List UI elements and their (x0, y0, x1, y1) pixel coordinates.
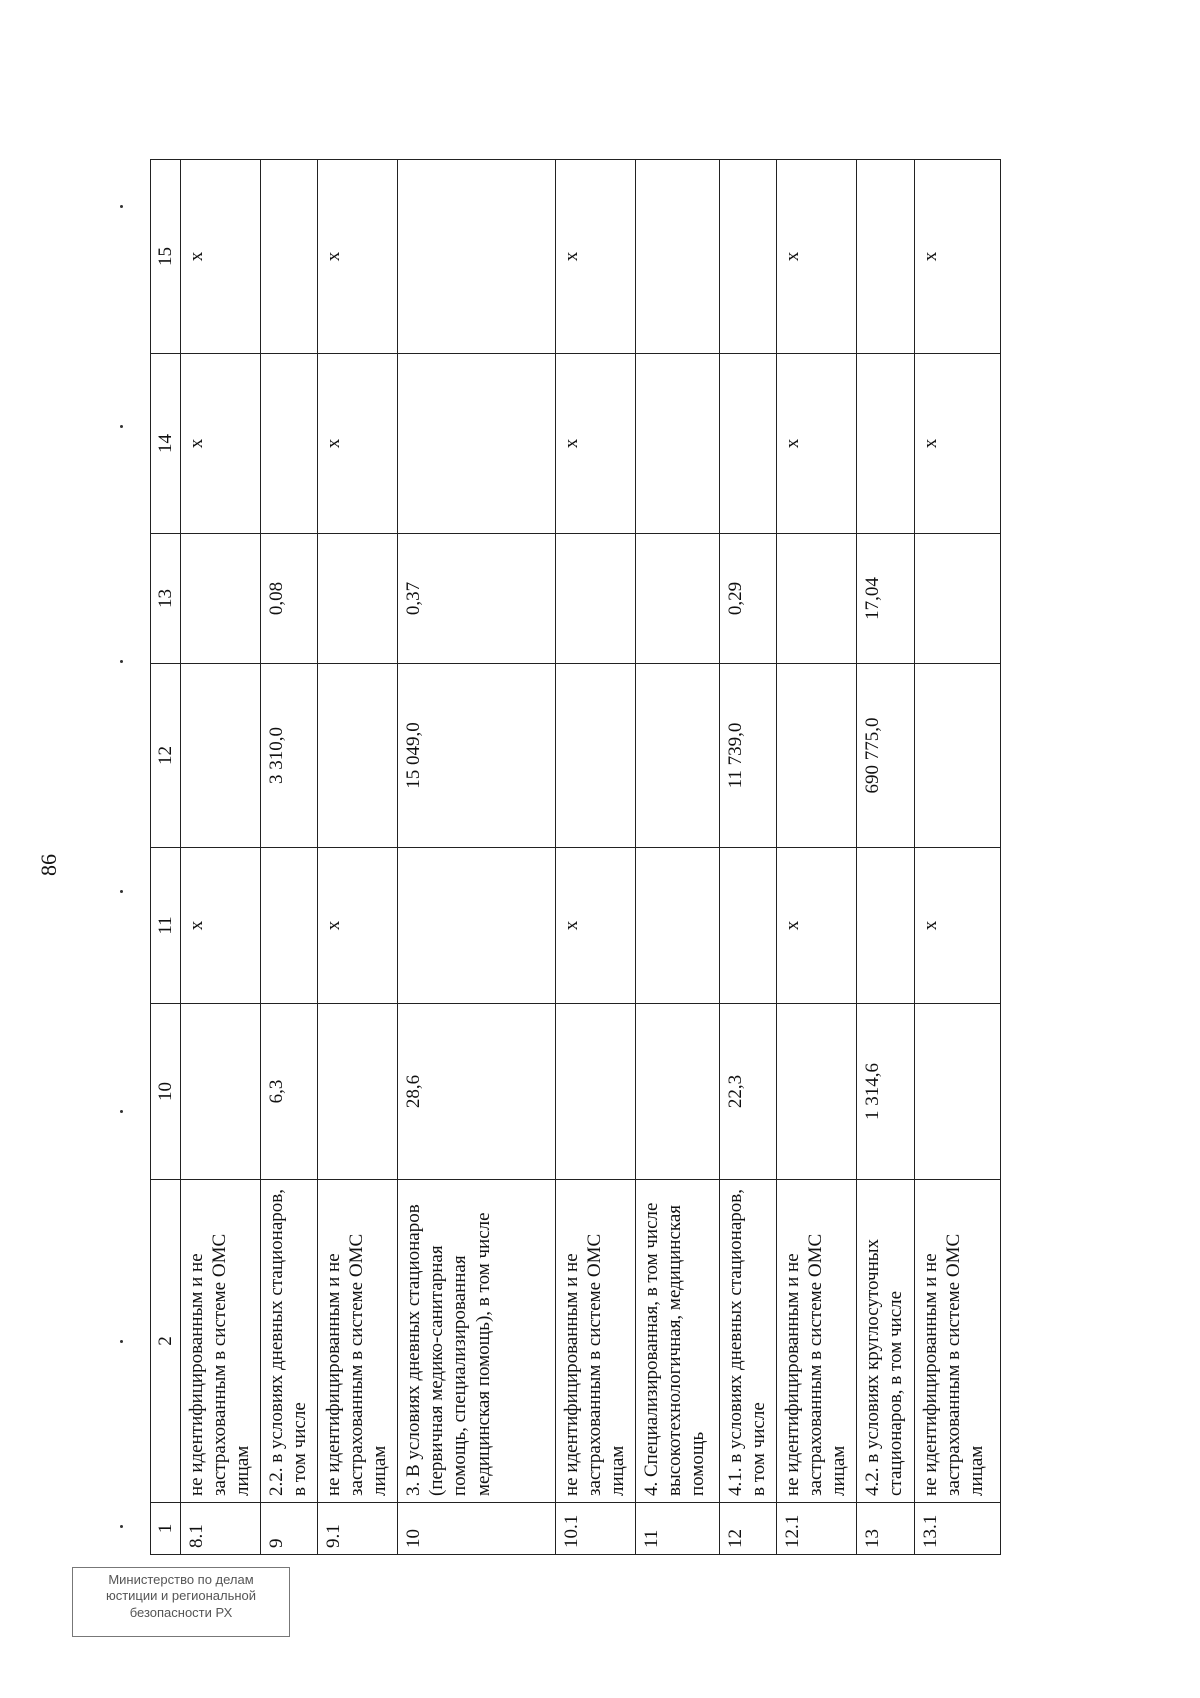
cell-col-10 (636, 1004, 720, 1180)
row-number: 9 (261, 1503, 318, 1555)
row-number: 9.1 (318, 1503, 398, 1555)
scan-dots (118, 180, 138, 1540)
table-row (318, 160, 398, 1555)
cell-col-13: 0,29 (720, 534, 777, 664)
cell-col-12: 690 775,0 (857, 664, 915, 848)
cell-col-12: 11 739,0 (720, 664, 777, 848)
table-row (398, 160, 556, 1555)
row-label: 4.1. в условиях дневных стационаров, в том числе (720, 1180, 777, 1503)
table-row (720, 160, 777, 1555)
cell-col-14: х (181, 354, 261, 534)
table-row (181, 160, 261, 1555)
cell-col-11 (398, 848, 556, 1004)
cell-col-10: 1 314,6 (857, 1004, 915, 1180)
cell-col-12 (915, 664, 1001, 848)
cell-col-11 (857, 848, 915, 1004)
cell-col-14 (261, 354, 318, 534)
cell-col-15: х (318, 160, 398, 354)
cell-col-14: х (777, 354, 857, 534)
header-cell: 12 (151, 664, 181, 848)
table-header-row (151, 160, 181, 1555)
cell-col-15 (398, 160, 556, 354)
table-row (261, 160, 318, 1555)
cell-col-10 (318, 1004, 398, 1180)
cell-col-11: х (181, 848, 261, 1004)
scan-dot (120, 890, 123, 893)
row-label: не идентифицированным и не застрахованным в системе ОМС лицам (556, 1180, 636, 1503)
cell-col-15: х (181, 160, 261, 354)
header-cell: 14 (151, 354, 181, 534)
cell-col-13: 17,04 (857, 534, 915, 664)
header-cell: 10 (151, 1004, 181, 1180)
row-number: 10.1 (556, 1503, 636, 1555)
cell-col-12 (777, 664, 857, 848)
scan-dot (120, 660, 123, 663)
row-label: не идентифицированным и не застрахованным в системе ОМС лицам (181, 1180, 261, 1503)
cell-col-10: 28,6 (398, 1004, 556, 1180)
ministry-stamp (72, 1567, 290, 1637)
rotated-content (36, 160, 988, 1555)
row-label: 3. В условиях дневных стационаров (первичная медико-санитарная помощь, специализированная медицинская помощь), в том числе (398, 1180, 556, 1503)
stamp-line: юстиции и региональной (105, 1588, 257, 1604)
stamp-line: Министерство по делам (108, 1572, 254, 1587)
scan-dot (120, 425, 123, 428)
row-label: не идентифицированным и не застрахованным в системе ОМС лицам (915, 1180, 1001, 1503)
cell-col-13 (318, 534, 398, 664)
cell-col-14 (398, 354, 556, 534)
cell-col-10: 6,3 (261, 1004, 318, 1180)
header-cell: 13 (151, 534, 181, 664)
row-number: 13.1 (915, 1503, 1001, 1555)
cell-col-14: х (915, 354, 1001, 534)
cell-col-10 (777, 1004, 857, 1180)
cell-col-11 (720, 848, 777, 1004)
cell-col-13 (636, 534, 720, 664)
cell-col-13 (181, 534, 261, 664)
row-label: 2.2. в условиях дневных стационаров, в том числе (261, 1180, 318, 1503)
header-cell: 2 (151, 1180, 181, 1503)
header-cell: 11 (151, 848, 181, 1004)
cell-col-10 (181, 1004, 261, 1180)
cell-col-11: х (777, 848, 857, 1004)
cell-col-13: 0,08 (261, 534, 318, 664)
row-label: 4. Специализированная, в том числе высокотехнологичная, медицинская помощь (636, 1180, 720, 1503)
cell-col-12 (318, 664, 398, 848)
data-table (150, 159, 1001, 1555)
scan-dot (120, 1525, 123, 1528)
stamp-line: безопасности РХ (129, 1604, 233, 1620)
cell-col-14 (857, 354, 915, 534)
scan-dot (120, 1340, 123, 1343)
scan-dot (120, 1110, 123, 1113)
table-row (915, 160, 1001, 1555)
cell-col-10 (915, 1004, 1001, 1180)
cell-col-14 (720, 354, 777, 534)
table-row (636, 160, 720, 1555)
cell-col-11: х (556, 848, 636, 1004)
cell-col-14 (636, 354, 720, 534)
cell-col-15 (261, 160, 318, 354)
row-label: не идентифицированным и не застрахованным в системе ОМС лицам (777, 1180, 857, 1503)
cell-col-11 (636, 848, 720, 1004)
row-number: 13 (857, 1503, 915, 1555)
cell-col-13: 0,37 (398, 534, 556, 664)
cell-col-10: 22,3 (720, 1004, 777, 1180)
cell-col-12 (556, 664, 636, 848)
cell-col-15 (636, 160, 720, 354)
cell-col-15: х (915, 160, 1001, 354)
cell-col-12 (636, 664, 720, 848)
cell-col-15: х (556, 160, 636, 354)
cell-col-11: х (318, 848, 398, 1004)
row-number: 12.1 (777, 1503, 857, 1555)
row-number: 10 (398, 1503, 556, 1555)
header-cell: 1 (151, 1503, 181, 1555)
cell-col-11 (261, 848, 318, 1004)
cell-col-14: х (318, 354, 398, 534)
scan-dot (120, 205, 123, 208)
row-number: 8.1 (181, 1503, 261, 1555)
cell-col-14: х (556, 354, 636, 534)
cell-col-15: х (777, 160, 857, 354)
row-label: 4.2. в условиях круглосуточных стационаров, в том числе (857, 1180, 915, 1503)
cell-col-12 (181, 664, 261, 848)
row-number: 11 (636, 1503, 720, 1555)
table-body (151, 160, 1001, 1555)
row-number: 12 (720, 1503, 777, 1555)
row-label: не идентифицированным и не застрахованным в системе ОМС лицам (318, 1180, 398, 1503)
page-number: 86 (36, 854, 61, 876)
table-row (777, 160, 857, 1555)
cell-col-15 (857, 160, 915, 354)
cell-col-13 (777, 534, 857, 664)
cell-col-13 (915, 534, 1001, 664)
cell-col-10 (556, 1004, 636, 1180)
cell-col-15 (720, 160, 777, 354)
header-cell: 15 (151, 160, 181, 354)
table-row (857, 160, 915, 1555)
cell-col-13 (556, 534, 636, 664)
cell-col-11: х (915, 848, 1001, 1004)
cell-col-12: 15 049,0 (398, 664, 556, 848)
table-row (556, 160, 636, 1555)
cell-col-12: 3 310,0 (261, 664, 318, 848)
